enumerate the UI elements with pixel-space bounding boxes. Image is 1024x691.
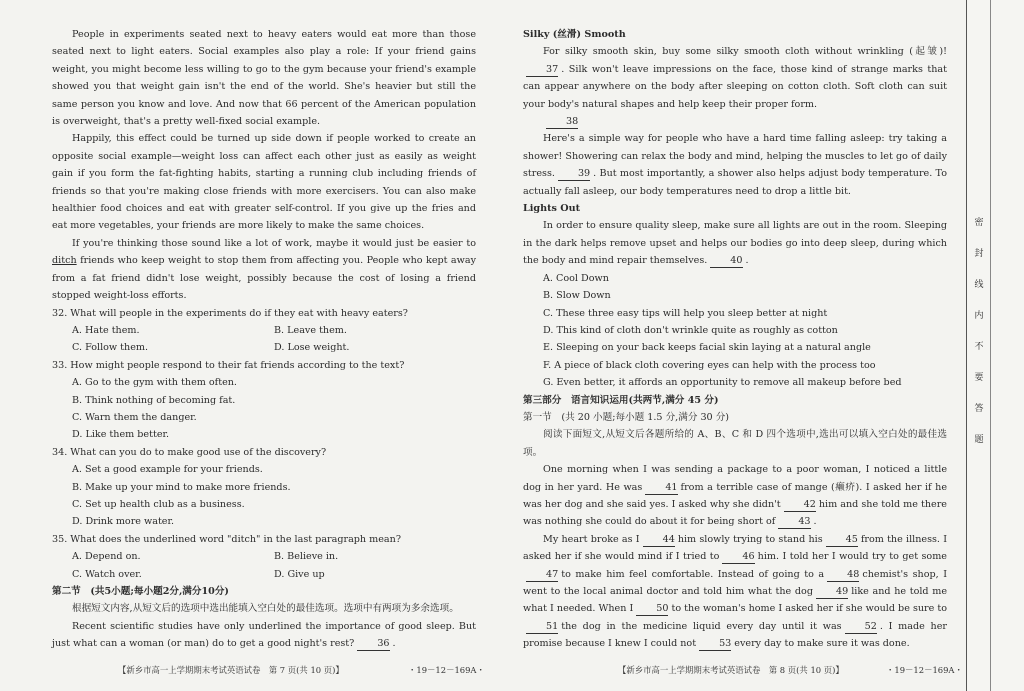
option: D. This kind of cloth don't wrinkle quite as roughly as cotton [543, 324, 838, 336]
blank-51: 51 [526, 621, 558, 634]
option: F. A piece of black cloth covering eyes can help with the process too [543, 359, 876, 371]
seal-char: 线 [974, 280, 984, 290]
seal-char: 答 [974, 404, 984, 414]
blank-36: 36 [357, 638, 389, 651]
seal-char: 题 [974, 435, 984, 445]
footer-title: 【新乡市高一上学期期末考试英语试卷 第 8 页(共 10 页)】 [618, 665, 844, 675]
text: For silky smooth skin, buy some silky smooth cloth without wrinkling (起皱)! [543, 46, 947, 58]
seal-line [966, 0, 967, 691]
text: every day to make sure it was done. [734, 638, 910, 650]
paragraph [52, 235, 476, 305]
margin-line [990, 0, 991, 691]
option: A. Hate them. [72, 324, 140, 336]
option: B. Leave them. [274, 324, 347, 336]
seal-char: 不 [974, 342, 984, 352]
seal-char: 封 [974, 249, 984, 259]
text: Silk won't leave impressions on the face, those kind of strange marks that can appear anywhere on the body after sleeping on cotton cloth. Soft cloth can suit your body's natural shapes and help keep their proper form. [523, 63, 947, 110]
seal-char: 内 [974, 311, 984, 321]
option: B. Think nothing of becoming fat. [72, 394, 236, 406]
question-stem: 32. What will people in the experiments do if they eat with heavy eaters? [52, 307, 408, 319]
option: C. Set up health club as a business. [72, 498, 245, 510]
section-instructions: 阅读下面短文,从短文后各题所给的 A、B、C 和 D 四个选项中,选出可以填入空白处的最佳选项。 [523, 429, 947, 458]
question-35 [52, 531, 476, 583]
blank-39: 39 [558, 168, 590, 181]
text: the dog in the medicine liquid every day until it was [561, 620, 842, 632]
paragraph: In order to ensure quality sleep, make sure all lights are out in the room. Sleeping in the dark helps remove upset and helps our bodies go into deep sleep, during which the body and mind repair themselves. 40 . [523, 220, 947, 267]
blank-37: 37 [526, 64, 558, 77]
part-title: 第三部分 语言知识运用(共两节,满分 45 分) [523, 394, 719, 406]
option: G. Even better, it affords an opportunity to remove all makeup before bed [543, 377, 902, 389]
option: B. Believe in. [274, 551, 339, 563]
blank-40: 40 [710, 255, 742, 268]
footer-code: ・19－12－169A・ [886, 665, 963, 675]
blank-49: 49 [816, 586, 848, 599]
option: A. Go to the gym with them often. [72, 377, 237, 389]
blank-38: 38 [546, 116, 578, 129]
text: One morning when I was sending a package to a poor woman, I noticed a little dog in her yard. He was [523, 464, 947, 493]
seal-char: 要 [974, 373, 984, 383]
options [52, 461, 476, 531]
question-32 [52, 305, 476, 357]
text: to the woman's home I asked her if she would be sure to [671, 603, 948, 615]
option: D. Drink more water. [72, 516, 175, 528]
question-stem: 35. What does the underlined word "ditch" in the last paragraph mean? [52, 533, 401, 545]
text: chemist's shop, I went to the local animal doctor and told him what the dog [523, 568, 947, 597]
question-34 [52, 444, 476, 531]
paragraph: Here's a simple way for people who have a hard time falling asleep: try taking a shower! Showering can relax the body and mind, helping the muscles to let go of daily stress. 39 . But most importantly, a shower also helps adjust body temperature. To actually fall asleep, our body temperatures need to drop a little bit. [523, 133, 947, 197]
text: him slowly trying to stand his [677, 533, 823, 545]
option: C. Watch over. [72, 568, 142, 580]
blank-52: 52 [845, 621, 877, 634]
option: D. Lose weight. [274, 342, 350, 354]
option: C. These three easy tips will help you sleep better at night [543, 307, 828, 319]
option: B. Make up your mind to make more friends. [72, 481, 291, 493]
footer-title: 【新乡市高一上学期期末考试英语试卷 第 7 页(共 10 页)】 [118, 665, 344, 675]
blank-50: 50 [636, 603, 668, 616]
option: A. Set a good example for your friends. [72, 464, 263, 476]
option: E. Sleeping on your back keeps facial skin laying at a natural angle [543, 342, 871, 354]
section-title: 第二节 (共5小题;每小题2分,满分10分) [52, 586, 229, 597]
option: A. Cool Down [543, 272, 609, 284]
cloze-paragraph [523, 461, 947, 531]
paragraph: Happily, this effect could be turned up side down if people worked to create an opposite social example—weight loss can affect each other just as easily as weight gain if you form the fat-fighting habits, starting a running club including friends of friends so that you're making close friends with more exercisers. You can also make healthier food choices and eat with greater self-control. If you give up the fries and eat more vegetables, your friends are more likely to make the same choices. [52, 133, 476, 232]
blank-47: 47 [526, 569, 558, 582]
paragraph [523, 113, 947, 130]
options [52, 548, 476, 583]
answer-options [523, 270, 947, 392]
seal-warning [970, 215, 988, 463]
option: C. Follow them. [72, 342, 149, 354]
section-instructions: 根据短文内容,从短文后的选项中选出能填入空白处的最佳选项。选项中有两项为多余选项。 [72, 603, 459, 615]
blank-41: 41 [645, 482, 677, 495]
text: Here's a simple way for people who have a hard time falling asleep: try taking a shower! Showering can relax the body and mind, helping the muscles to let go of daily stress. [523, 133, 947, 180]
text: him and she told me there was nothing she could do about it for being short of [523, 498, 947, 528]
footer-code: ・19－12－169A・ [408, 665, 485, 675]
underlined-word: ditch [52, 255, 77, 267]
text: like and he told me what I needed. When I [523, 586, 948, 615]
text: him. I told her I would try to get some [757, 551, 947, 563]
text: In order to ensure quality sleep, make sure all lights are out in the room. Sleeping in the dark helps remove upset and helps our bodies go into deep sleep, during which the body and mind repair themselves. [523, 220, 947, 267]
question-stem: 34. What can you do to make good use of the discovery? [52, 446, 327, 458]
blank-42: 42 [784, 499, 816, 512]
text: friends who keep weight to stop them from affecting you. People who kept away from a fat friend didn't lose weight, possibly because the cost of losing a friend stopped weight-loss efforts. [52, 255, 476, 302]
subheading: Silky (丝滑) Smooth [523, 29, 626, 40]
blank-44: 44 [643, 534, 675, 547]
options [52, 322, 476, 357]
option: C. Warn them the danger. [72, 411, 197, 423]
text: . [813, 516, 817, 528]
option: A. Depend on. [72, 551, 141, 563]
paragraph: People in experiments seated next to heavy eaters would eat more than those seated next to light eaters. Social examples also play a role: If your friend gains weight, you might become less willing to go to the gym because your friend's example showed you that weight gain isn't the end of the world. She's heavier but still the same person you know and love. And now that 66 percent of the American population is overweight, that's a pretty well-fixed social example. [52, 29, 476, 128]
text: from a terrible case of mange (癞疥). I asked her if he was her dog and she said yes. I asked why she didn't [523, 481, 947, 510]
option: B. Slow Down [543, 290, 611, 302]
blank-53: 53 [699, 638, 731, 651]
text: My heart broke as I [543, 533, 640, 545]
option: D. Give up [274, 568, 325, 580]
seal-char: 密 [974, 218, 984, 228]
blank-45: 45 [826, 534, 858, 547]
paragraph: For silky smooth skin, buy some silky smooth cloth without wrinkling (起皱)!37 . Silk won't leave impressions on the face, those kind of strange marks that can appear anywhere on the body after sleeping on cotton cloth. Soft cloth can suit your body's natural shapes and help keep their proper form. [523, 46, 947, 110]
question-33 [52, 357, 476, 444]
text: If you're thinking those sound like a lot of work, maybe it would just be easier to [72, 237, 476, 249]
left-page [52, 26, 476, 653]
options [52, 374, 476, 444]
text: Recent scientific studies have only underlined the importance of good sleep. But just what can a woman (or man) do to get a good night's rest? [52, 620, 476, 650]
text: from the illness. I asked her if she would mind if I tried to [523, 533, 947, 563]
question-stem: 33. How might people respond to their fat friends according to the text? [52, 359, 405, 371]
text: . I made her promise because I knew I could not [523, 620, 947, 650]
subheading: Lights Out [523, 203, 581, 215]
text: But most importantly, a shower also helps adjust body temperature. To actually fall asleep, our body temperatures need to drop a little bit. [523, 168, 947, 197]
section-title: 第一节 (共 20 小题;每小题 1.5 分,满分 30 分) [523, 411, 730, 423]
right-page [523, 26, 947, 653]
blank-43: 43 [778, 516, 810, 529]
cloze-paragraph [523, 531, 947, 653]
paragraph: Recent scientific studies have only underlined the importance of good sleep. But just what can a woman (or man) do to get a good night's rest? 36 . [52, 620, 476, 650]
option: D. Like them better. [72, 429, 170, 441]
blank-48: 48 [827, 569, 859, 582]
text: to make him feel comfortable. Instead of going to a [561, 568, 825, 580]
blank-46: 46 [722, 551, 754, 564]
